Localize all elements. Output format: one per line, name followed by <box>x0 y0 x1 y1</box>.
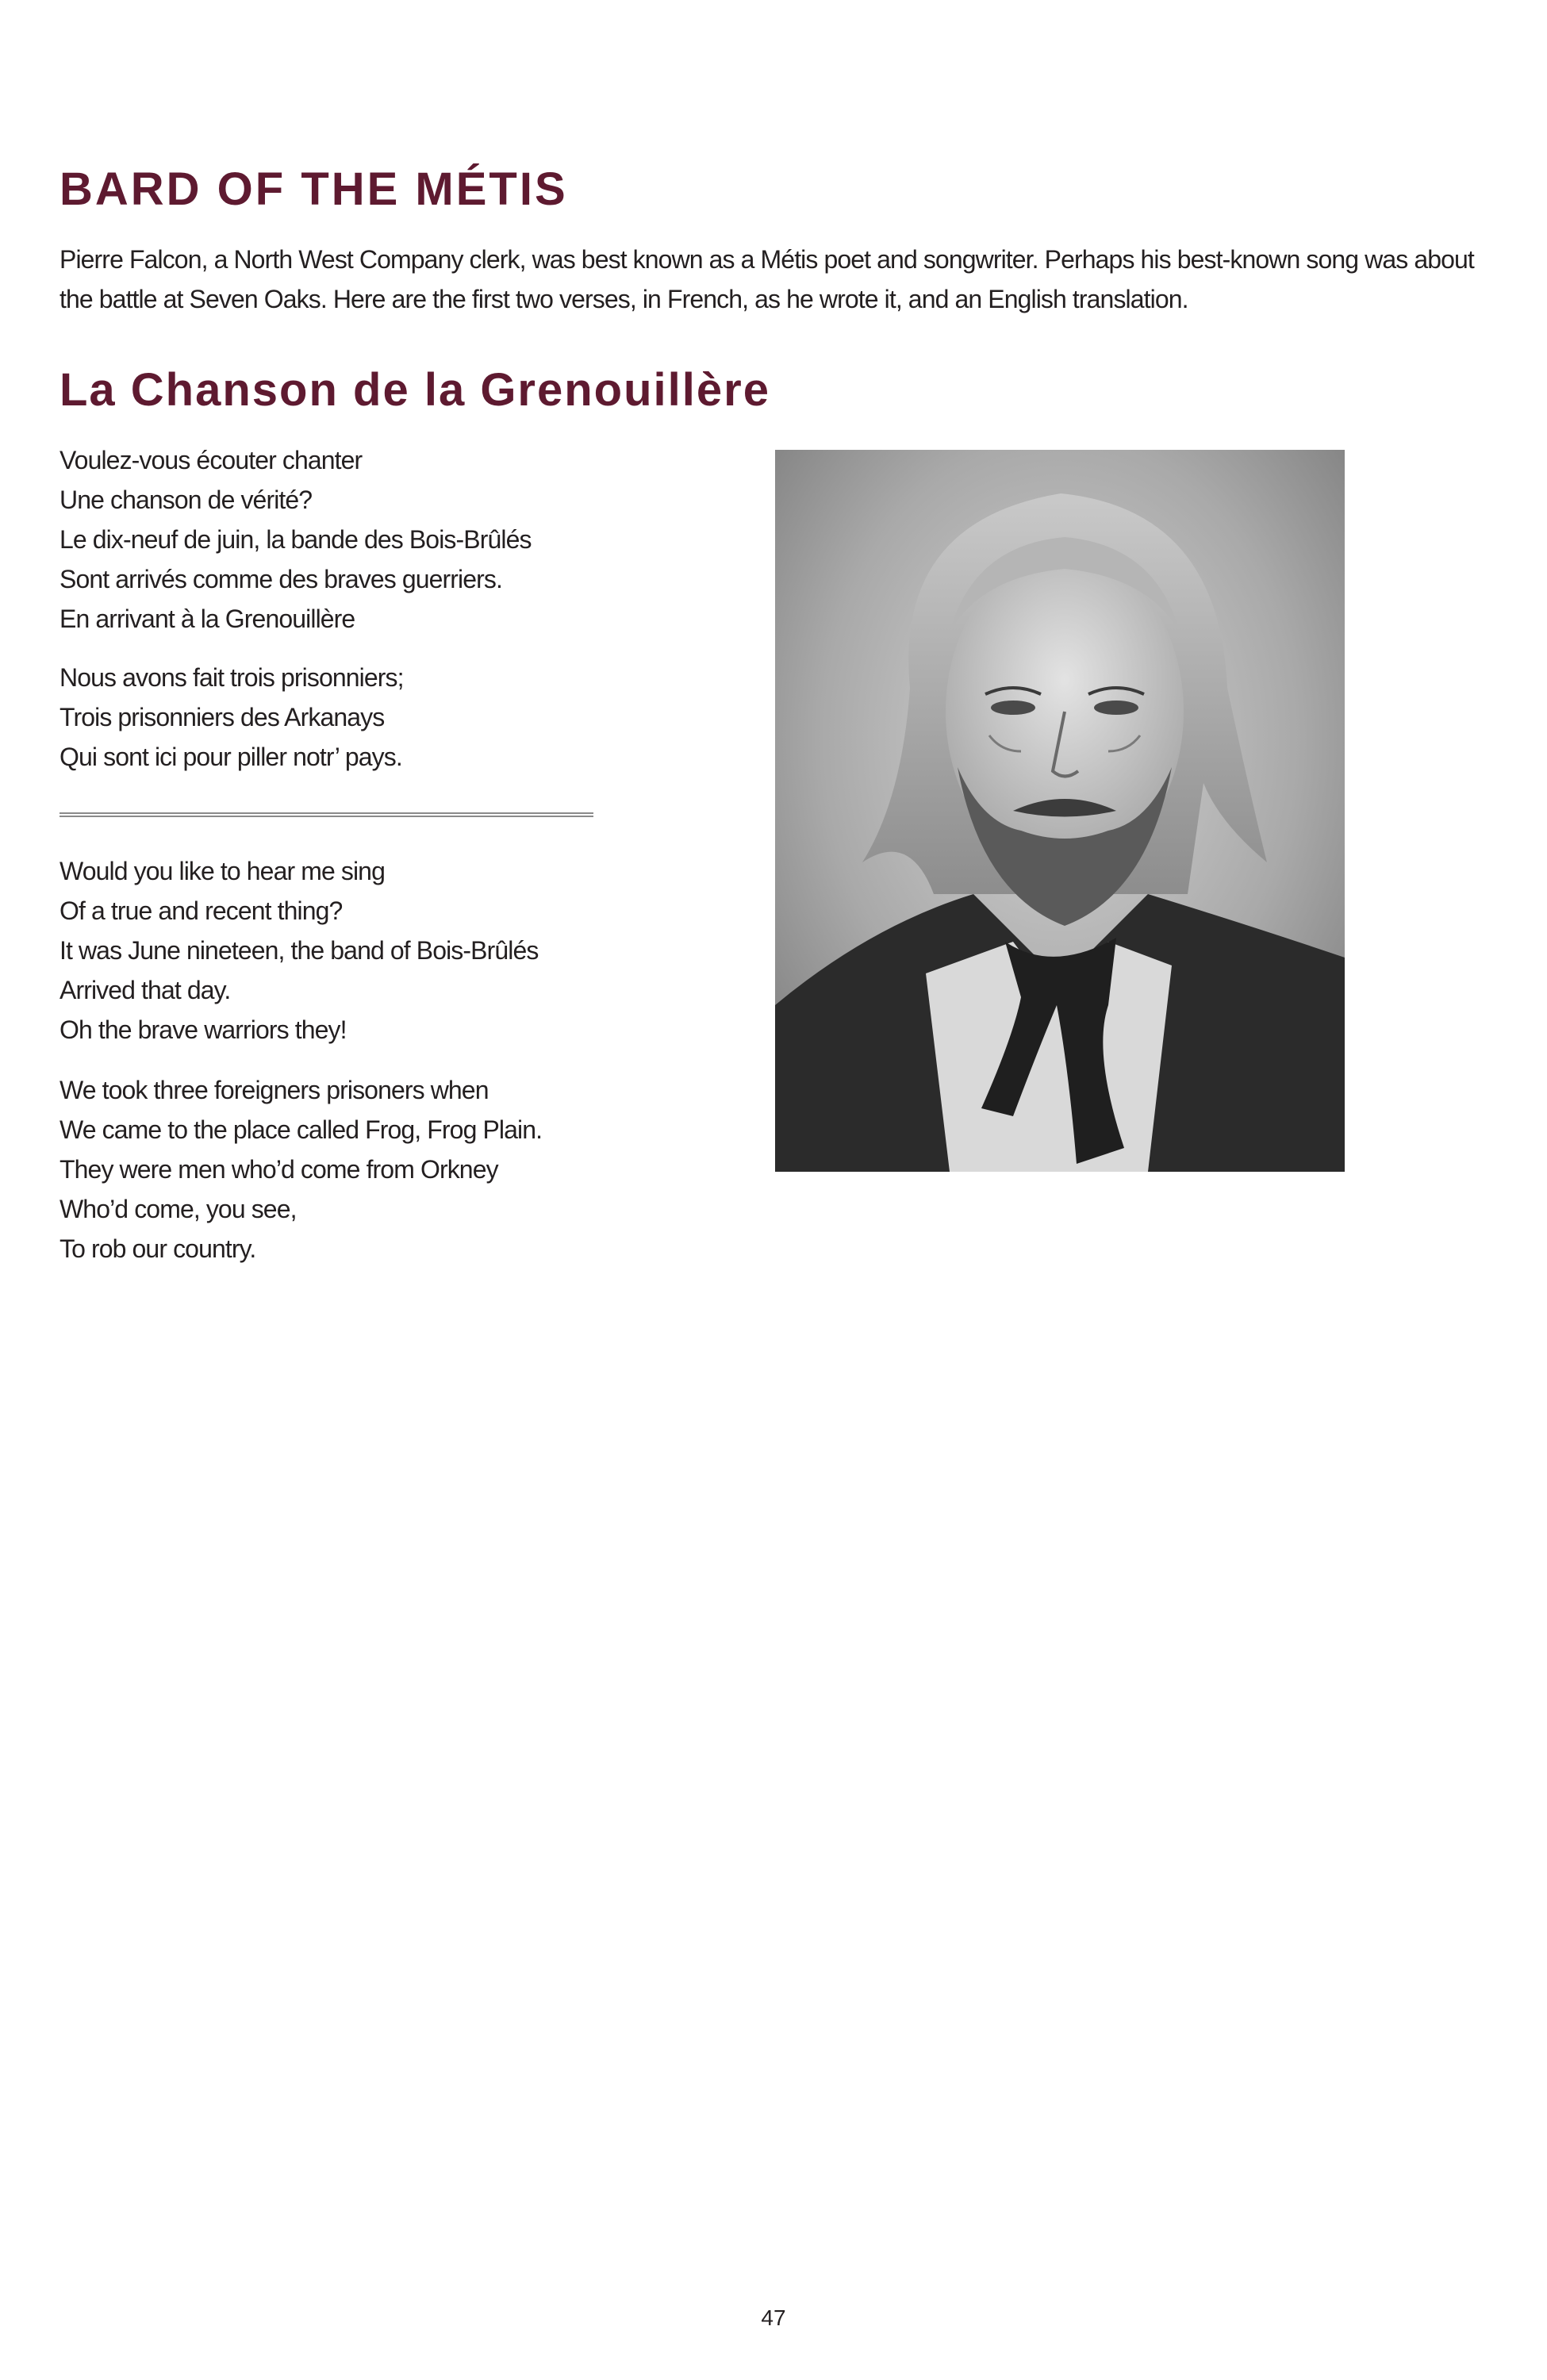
lyric-line: We took three foreigners prisoners when <box>60 1076 489 1104</box>
lyric-line: Trois prisonniers des Arkanays <box>60 703 385 731</box>
english-verse-1 <box>60 851 615 1050</box>
page-number: 47 <box>761 2305 786 2330</box>
french-verse-2 <box>60 658 615 777</box>
lyric-line: Would you like to hear me sing <box>60 857 385 885</box>
song-title: La Chanson de la Grenouillère <box>60 364 770 416</box>
lyric-line: Le dix-neuf de juin, la bande des Bois-Brûlés <box>60 525 532 554</box>
page-title: BARD OF THE MÉTIS <box>60 163 568 215</box>
lyric-line: Arrived that day. <box>60 976 231 1004</box>
french-lyrics <box>60 440 615 777</box>
lyric-line: Qui sont ici pour piller notr’ pays. <box>60 743 402 771</box>
lyric-line: To rob our country. <box>60 1234 256 1263</box>
lyric-line: Nous avons fait trois prisonniers; <box>60 663 404 692</box>
intro-paragraph: Pierre Falcon, a North West Company clerk, was best known as a Métis poet and songwriter. Perhaps his best-known song was about the battle at Seven Oaks. Here are the first two verses, in French, as he wrote it, and an English translation. <box>60 245 1474 313</box>
lyric-line: En arrivant à la Grenouillère <box>60 605 355 633</box>
portrait-illustration <box>775 450 1345 1172</box>
english-lyrics <box>60 851 615 1269</box>
lyric-line: Oh the brave warriors they! <box>60 1015 347 1044</box>
double-rule-divider <box>60 812 593 817</box>
pierre-falcon-portrait <box>775 450 1345 1172</box>
lyric-line: We came to the place called Frog, Frog Plain. <box>60 1115 543 1144</box>
lyric-line: Voulez-vous écouter chanter <box>60 446 363 474</box>
lyric-line: It was June nineteen, the band of Bois-Brûlés <box>60 936 539 965</box>
lyric-line: They were men who’d come from Orkney <box>60 1155 498 1184</box>
french-verse-1 <box>60 440 615 639</box>
lyric-line: Who’d come, you see, <box>60 1195 297 1223</box>
lyric-line: Sont arrivés comme des braves guerriers. <box>60 565 503 593</box>
english-verse-2 <box>60 1070 615 1269</box>
lyric-line: Of a true and recent thing? <box>60 896 343 925</box>
lyric-line: Une chanson de vérité? <box>60 486 313 514</box>
